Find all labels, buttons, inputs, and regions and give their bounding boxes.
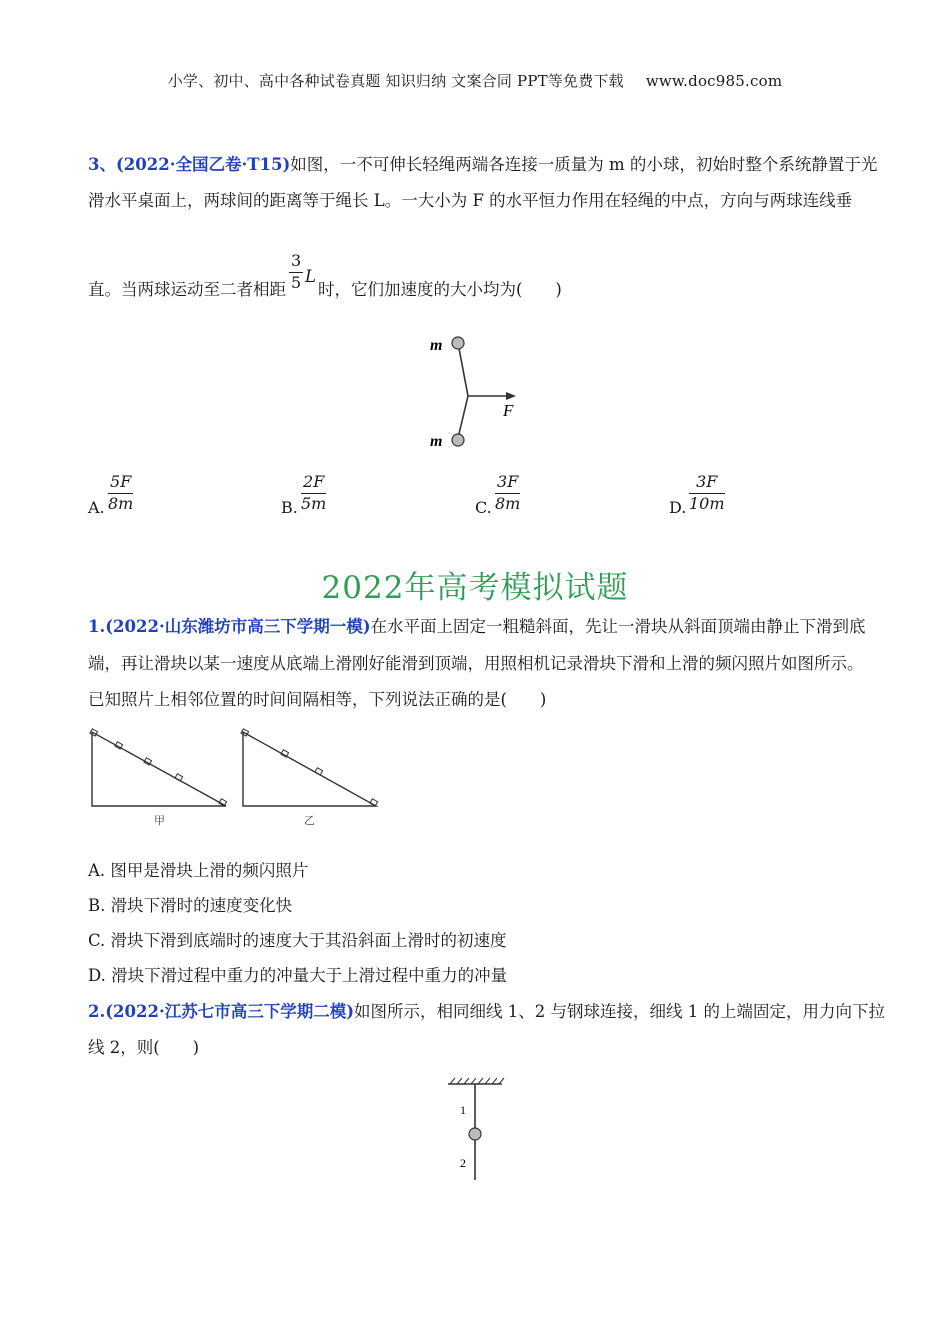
option-den: 10m	[689, 494, 725, 513]
steel-ball	[469, 1128, 481, 1140]
option-label: D.	[669, 498, 687, 517]
q3-frac-var: L	[305, 267, 316, 286]
label-m-top: m	[430, 337, 443, 354]
q1-option-a[interactable]: A. 图甲是滑块上滑的频闪照片	[88, 861, 309, 880]
q2-source: 2.(2022·江苏七市高三下学期二模)	[88, 1002, 355, 1021]
option-num: 5F	[108, 472, 133, 494]
rope-lower	[458, 396, 468, 438]
block-yi-4	[370, 799, 378, 806]
label-thread-2: 2	[460, 1156, 466, 1170]
page-header	[0, 70, 950, 91]
option-label: C.	[475, 498, 492, 517]
option-fraction	[495, 472, 520, 514]
option-fraction	[689, 472, 725, 514]
q3-line2: 滑水平桌面上，两球间的距离等于绳长 L。一大小为 F 的水平恒力作用在轻绳的中点，方向与两球连线垂	[88, 191, 853, 210]
q1-source: 1.(2022·山东潍坊市高三下学期一模)	[88, 617, 371, 636]
ball-top	[452, 337, 464, 349]
q3-source: 3、(2022·全国乙卷·T15)	[88, 155, 291, 174]
ball-bottom	[452, 434, 464, 446]
option-fraction	[108, 472, 133, 514]
q1-figures	[86, 726, 386, 830]
q1-option-d[interactable]: D. 滑块下滑过程中重力的冲量大于上滑过程中重力的冲量	[88, 966, 508, 985]
q3-frac-num: 3	[289, 251, 303, 273]
q1-line2: 端，再让滑块以某一速度从底端上滑刚好能滑到顶端，用照相机记录滑块下滑和上滑的频闪照片如图所示。	[88, 654, 864, 673]
block-yi-3	[315, 768, 323, 775]
label-F: F	[503, 401, 514, 420]
q1-line1	[88, 616, 866, 638]
q2-figure	[440, 1076, 510, 1188]
q3-fraction	[289, 251, 303, 293]
option-den: 8m	[108, 494, 134, 513]
ceiling-hatch	[450, 1078, 504, 1084]
label-thread-1: 1	[460, 1103, 466, 1117]
option-den: 8m	[495, 494, 521, 513]
q1-option-c[interactable]: C. 滑块下滑到底端时的速度大于其沿斜面上滑时的初速度	[88, 931, 507, 950]
option-den: 5m	[301, 494, 327, 513]
option-fraction	[301, 472, 326, 514]
block-jia-4	[175, 774, 183, 781]
arrow-head-icon	[506, 392, 516, 400]
option-num: 3F	[495, 472, 520, 494]
q1-option-b[interactable]: B. 滑块下滑时的速度变化快	[88, 896, 293, 915]
option-num: 3F	[689, 472, 725, 494]
q3-line1	[88, 154, 877, 176]
q3-line3-post: 时，它们加速度的大小均为( )	[318, 280, 562, 299]
q2-line2: 线 2，则( )	[88, 1038, 200, 1057]
option-num: 2F	[301, 472, 326, 494]
q3-text-1: 如图，一不可伸长轻绳两端各连接一质量为 m 的小球，初始时整个系统静置于光	[290, 155, 878, 174]
q3-figure	[420, 330, 530, 452]
header-text: 小学、初中、高中各种试卷真题 知识归纳 文案合同 PPT等免费下载	[167, 72, 624, 90]
header-url[interactable]: www.doc985.com	[645, 72, 783, 90]
label-m-bottom: m	[430, 433, 443, 450]
incline-jia	[90, 729, 227, 827]
q1-text-1: 在水平面上固定一粗糙斜面，先让一滑块从斜面顶端由静止下滑到底	[370, 617, 866, 636]
q2-line1	[88, 1001, 885, 1023]
q3-frac-den: 5	[291, 273, 302, 292]
q1-line3: 已知照片上相邻位置的时间间隔相等，下列说法正确的是( )	[88, 690, 547, 709]
q3-options	[88, 472, 888, 520]
option-label: B.	[281, 498, 298, 517]
incline-yi	[241, 729, 378, 827]
label-yi: 乙	[304, 815, 315, 827]
q3-line3-pre: 直。当两球运动至二者相距	[88, 280, 286, 299]
label-jia: 甲	[154, 815, 165, 827]
rope-upper	[458, 343, 468, 396]
option-label: A.	[88, 498, 105, 517]
q2-text-1: 如图所示，相同细线 1、2 与钢球连接，细线 1 的上端固定，用力向下拉	[354, 1002, 885, 1021]
section-title: 2022年高考模拟试题	[321, 570, 629, 606]
